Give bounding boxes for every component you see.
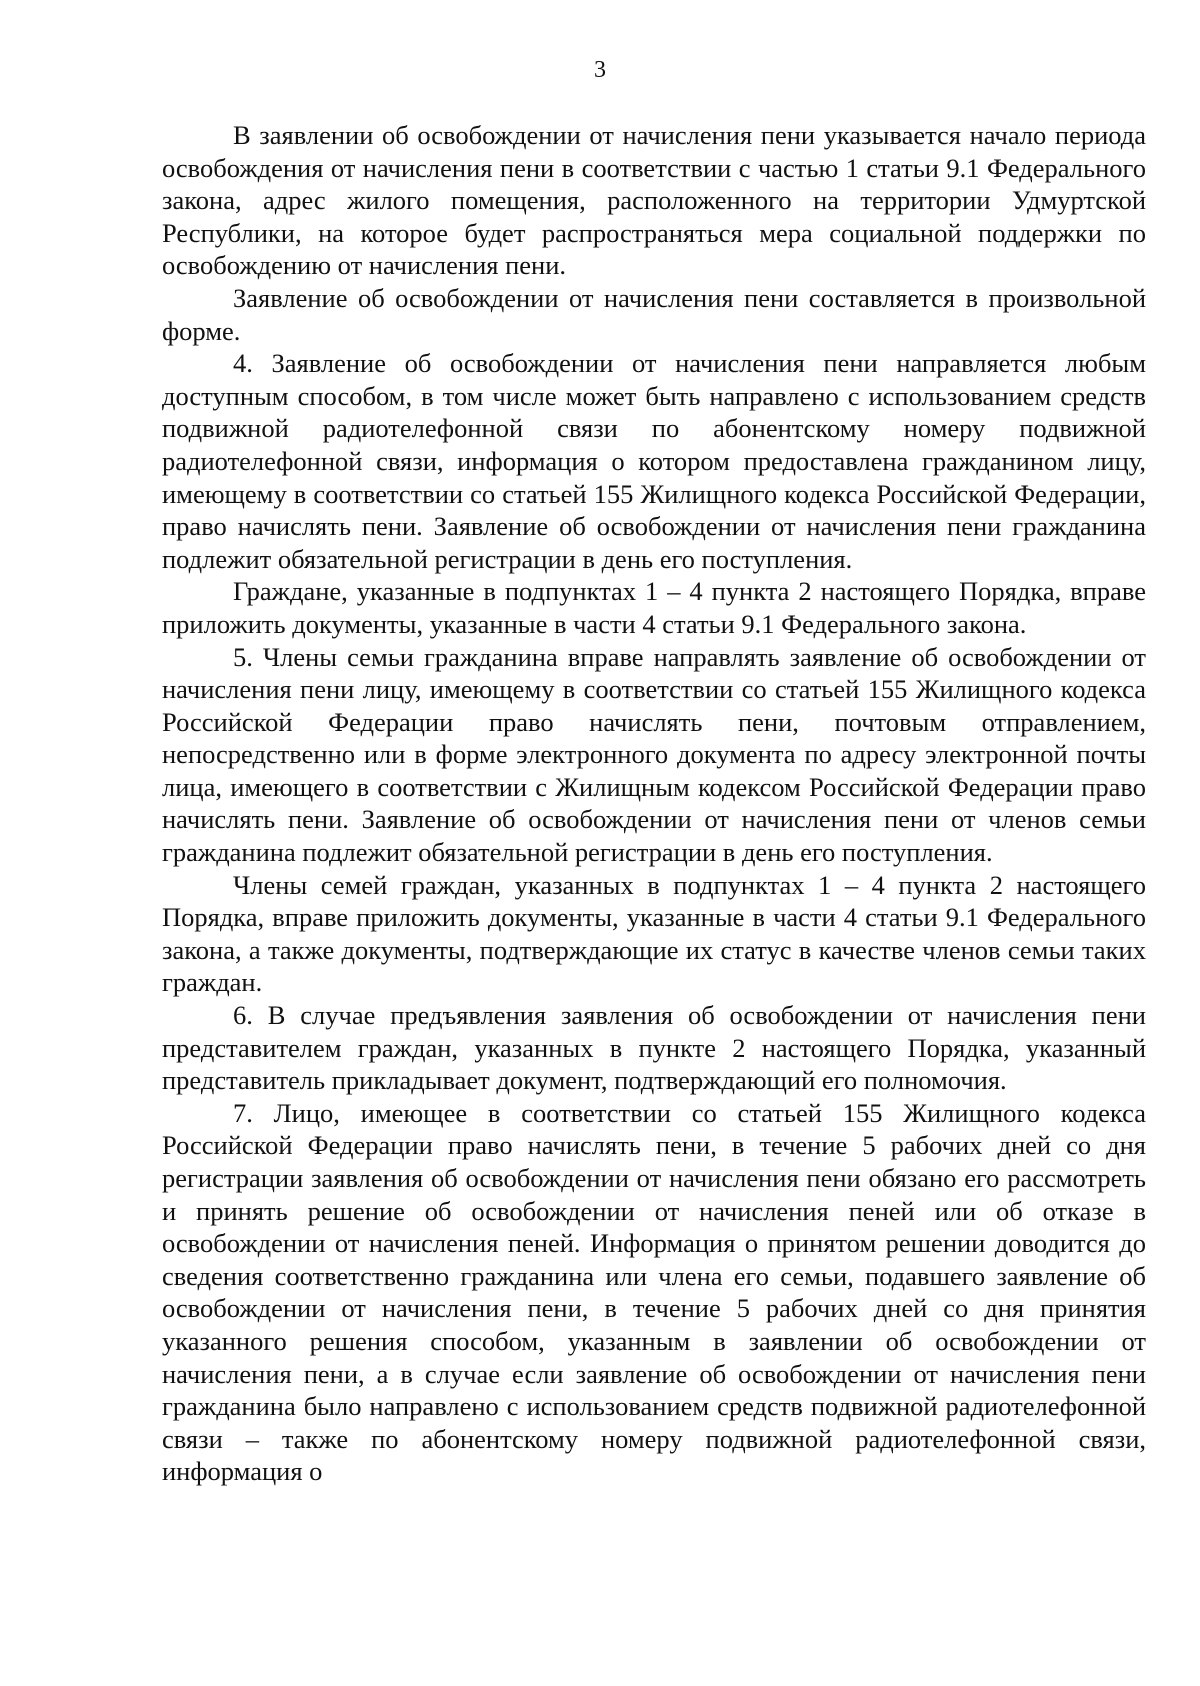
paragraph-item-7: 7. Лицо, имеющее в соответствии со статьей 155 Жилищного кодекса Российской Федерации право начислять пени, в течение 5 рабочих дней со дня регистрации заявления об освобождении от начисления пени обязано его рассмотреть и принять решение об освобождении от начисления пеней или об отказе в освобождении от начисления пеней. Информация о принятом решении доводится до сведения соответственно гражданина или члена его семьи, подавшего заявление об освобождении от начисления пени, в течение 5 рабочих дней со дня принятия указанного решения способом, указанным в заявлении об освобождении от начисления пени, а в случае если заявление об освобождении от начисления пени гражданина было направлено с использованием средств подвижной радиотелефонной связи – также по абонентскому номеру подвижной радиотелефонной связи, информация о bbox=[162, 1097, 1146, 1487]
paragraph-item-5: 5. Члены семьи гражданина вправе направлять заявление об освобождении от начисления пени лицу, имеющему в соответствии со статьей 155 Жилищного кодекса Российской Федерации право начислять пени, почтовым отправлением, непосредственно или в форме электронного документа по адресу электронной почты лица, имеющего в соответствии с Жилищным кодексом Российской Федерации право начислять пени. Заявление об освобождении от начисления пени от членов семьи гражданина подлежит обязательной регистрации в день его поступления. bbox=[162, 641, 1146, 868]
paragraph-item-4: 4. Заявление об освобождении от начисления пени направляется любым доступным способом, в том числе может быть направлено с использованием средств подвижной радиотелефонной связи по абонентскому номеру подвижной радиотелефонной связи, информация о котором предоставлена гражданином лицу, имеющему в соответствии со статьей 155 Жилищного кодекса Российской Федерации, право начислять пени. Заявление об освобождении от начисления пени гражданина подлежит обязательной регистрации в день его поступления. bbox=[162, 348, 1146, 574]
paragraph-citizens-documents: Граждане, указанные в подпунктах 1 – 4 пункта 2 настоящего Порядка, вправе приложить документы, указанные в части 4 статьи 9.1 Федерального закона. bbox=[162, 576, 1146, 639]
paragraph-free-form: Заявление об освобождении от начисления пени составляется в произвольной форме. bbox=[162, 282, 1146, 346]
paragraph-family-documents: Члены семей граждан, указанных в подпунктах 1 – 4 пункта 2 настоящего Порядка, вправе приложить документы, указанные в части 4 статьи 9.1 Федерального закона, а также документы, подтверждающие их статус в качестве членов семьи таких граждан. bbox=[162, 869, 1146, 998]
paragraph-item-6: 6. В случае предъявления заявления об освобождении от начисления пени представителем граждан, указанных в пункте 2 настоящего Порядка, указанный представитель прикладывает документ, подтверждающий его полномочия. bbox=[162, 1000, 1146, 1096]
document-body bbox=[162, 119, 1146, 1488]
paragraph-application-contents: В заявлении об освобождении от начисления пени указывается начало периода освобождения от начисления пени в соответствии с частью 1 статьи 9.1 Федерального закона, адрес жилого помещения, расположенного на территории Удмуртской Республики, на которое будет распространяться мера социальной поддержки по освобождению от начисления пени. bbox=[162, 120, 1146, 281]
page-number: 3 bbox=[594, 57, 606, 83]
